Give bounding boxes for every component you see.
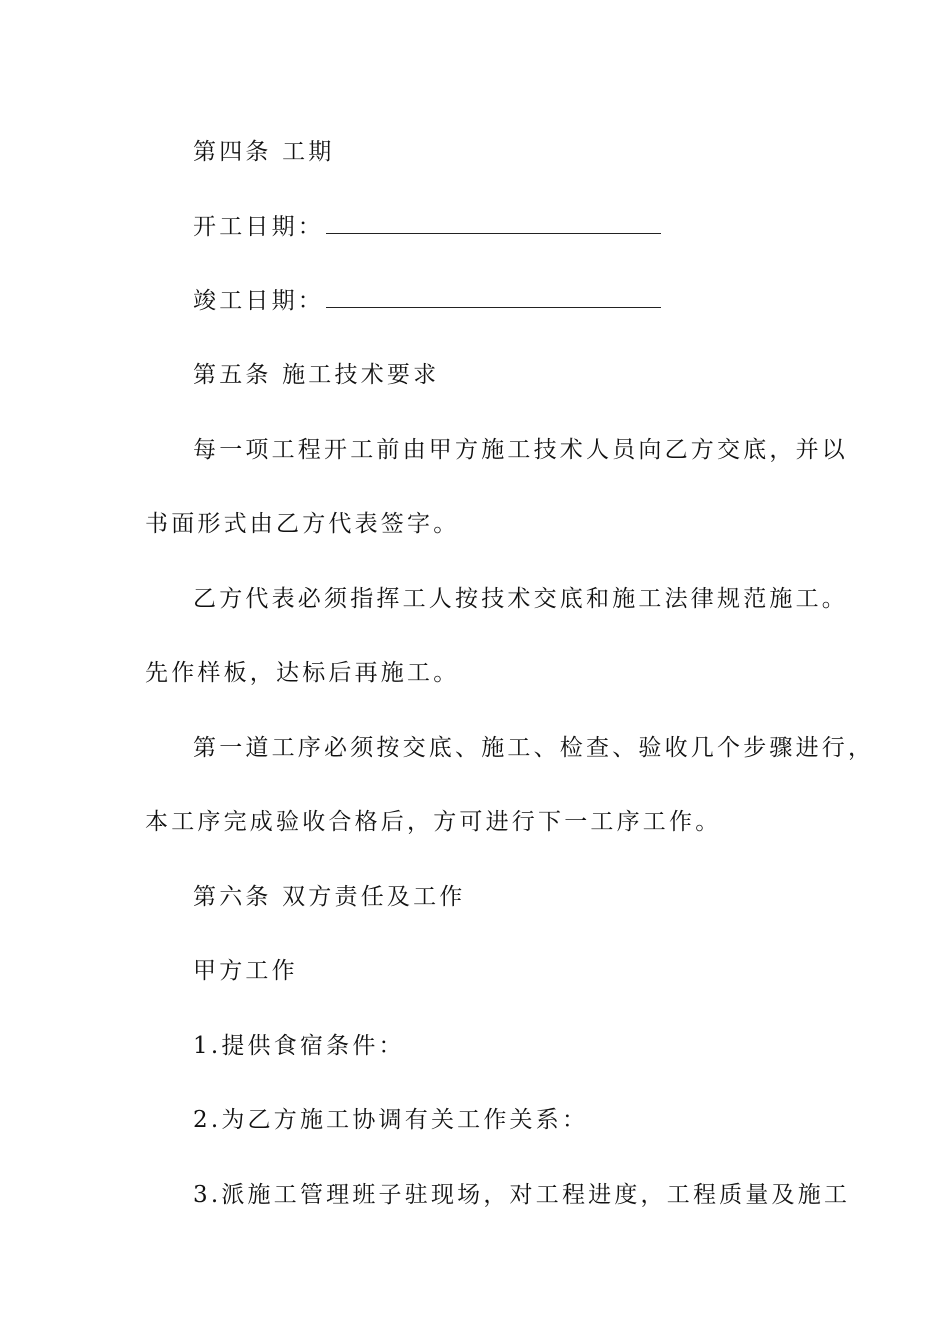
end-date-blank[interactable] [326,287,661,308]
para2-line1: 乙方代表必须指挥工人按技术交底和施工法律规范施工。 [193,586,848,612]
article5-heading: 第五条 施工技术要求 [193,362,440,388]
para2-line2: 先作样板，达标后再施工。 [145,660,460,686]
list-item-2: 2.为乙方施工协调有关工作关系： [193,1107,589,1133]
para3-line2: 本工序完成验收合格后，方可进行下一工序工作。 [145,809,722,835]
para3-line1: 第一道工序必须按交底、施工、检查、验收几个步骤进行， [193,735,875,761]
list-item-3: 3.派施工管理班子驻现场，对工程进度，工程质量及施工 [193,1182,851,1208]
para1-line2: 书面形式由乙方代表签字。 [145,511,460,537]
article4-heading: 第四条 工期 [193,139,335,165]
start-date-label: 开工日期： [193,214,324,240]
para1-line1: 每一项工程开工前由甲方施工技术人员向乙方交底，并以 [193,437,848,463]
list-item-1: 1.提供食宿条件： [193,1033,405,1059]
start-date-row [193,212,883,242]
start-date-blank[interactable] [326,213,661,234]
end-date-label: 竣工日期： [193,288,324,314]
end-date-row [193,286,883,316]
article6-heading: 第六条 双方责任及工作 [193,884,466,910]
party-a-heading: 甲方工作 [193,958,298,984]
